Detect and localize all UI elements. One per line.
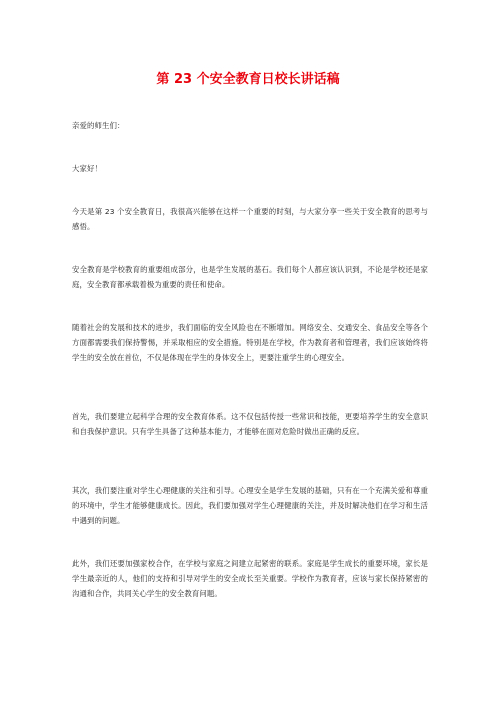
paragraph-second-point: 其次，我们要注重对学生心理健康的关注和引导。心理安全是学生发展的基础，只有在一个充满关爱和尊重的环境中，学生才能够健康成长。因此，我们要加强对学生心理健康的关注，并及时解决他们在学习和生活中遇到的问题。 <box>72 486 428 525</box>
document-title: 第 23 个安全教育日校长讲话稿 <box>156 72 340 87</box>
paragraph-risks: 随着社会的发展和技术的进步，我们面临的安全风险也在不断增加。网络安全、交通安全、食品安全等各个方面都需要我们保持警惕，并采取相应的安全措施。特别是在学校，作为教育者和管理者，我们应该始终将学生的安全放在首位，不仅是体现在学生的身体安全上，更要注重学生的心理安全。 <box>72 323 428 362</box>
salutation: 亲爱的师生们： <box>72 121 125 130</box>
paragraph-importance: 安全教育是学校教育的重要组成部分，也是学生发展的基石。我们每个人都应该认识到，不论是学校还是家庭，安全教育都承载着极为重要的责任和使命。 <box>72 265 428 289</box>
paragraph-home-school: 此外，我们还要加强家校合作，在学校与家庭之间建立起紧密的联系。家庭是学生成长的重要环境，家长是学生最亲近的人，他们的支持和引导对学生的安全成长至关重要。学校作为教育者，应该与家长保持紧密的沟通和合作，共同关心学生的安全教育问题。 <box>72 559 428 598</box>
greeting: 大家好！ <box>72 164 102 173</box>
paragraph-first-point: 首先，我们要建立起科学合理的安全教育体系。这不仅包括传授一些常识和技能，更要培养学生的安全意识和自我保护意识。只有学生具备了这种基本能力，才能够在面对危险时做出正确的反应。 <box>72 412 428 436</box>
paragraph-intro: 今天是第 23 个安全教育日，我很高兴能够在这样一个重要的时刻，与大家分享一些关于安全教育的思考与感悟。 <box>72 207 428 231</box>
